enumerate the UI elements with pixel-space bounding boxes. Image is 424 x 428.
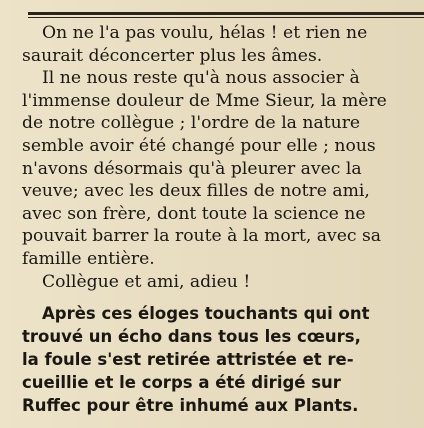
paragraph-regret: On ne l'a pas voulu, hélas ! et rien ne saurait déconcerter plus les âmes. — [22, 23, 368, 66]
article-column — [22, 22, 416, 417]
paragraph-condolences: Il ne nous reste qu'à nous associer à l'immense douleur de Mme Sieur, la mère de notre collègue ; l'ordre de la nature semble avoir été changé pour elle ; nous n'avons désormais qu'à pleurer avec la veuve; avec les deux filles de notre ami, avec son frère, dont toute la science ne pouvait barrer la route à la mort, avec sa famille entière. — [22, 68, 387, 269]
paragraph-farewell: Collègue et ami, adieu ! — [42, 271, 251, 292]
paragraph-funeral-report: Après ces éloges touchants qui ont trouvé un écho dans tous les cœurs, la foule s'est retirée attristée et re- cueillie et le corps a été dirigé sur Ruffec pour être inhumé aux Plants. — [22, 304, 370, 416]
column-top-rule — [28, 12, 424, 18]
